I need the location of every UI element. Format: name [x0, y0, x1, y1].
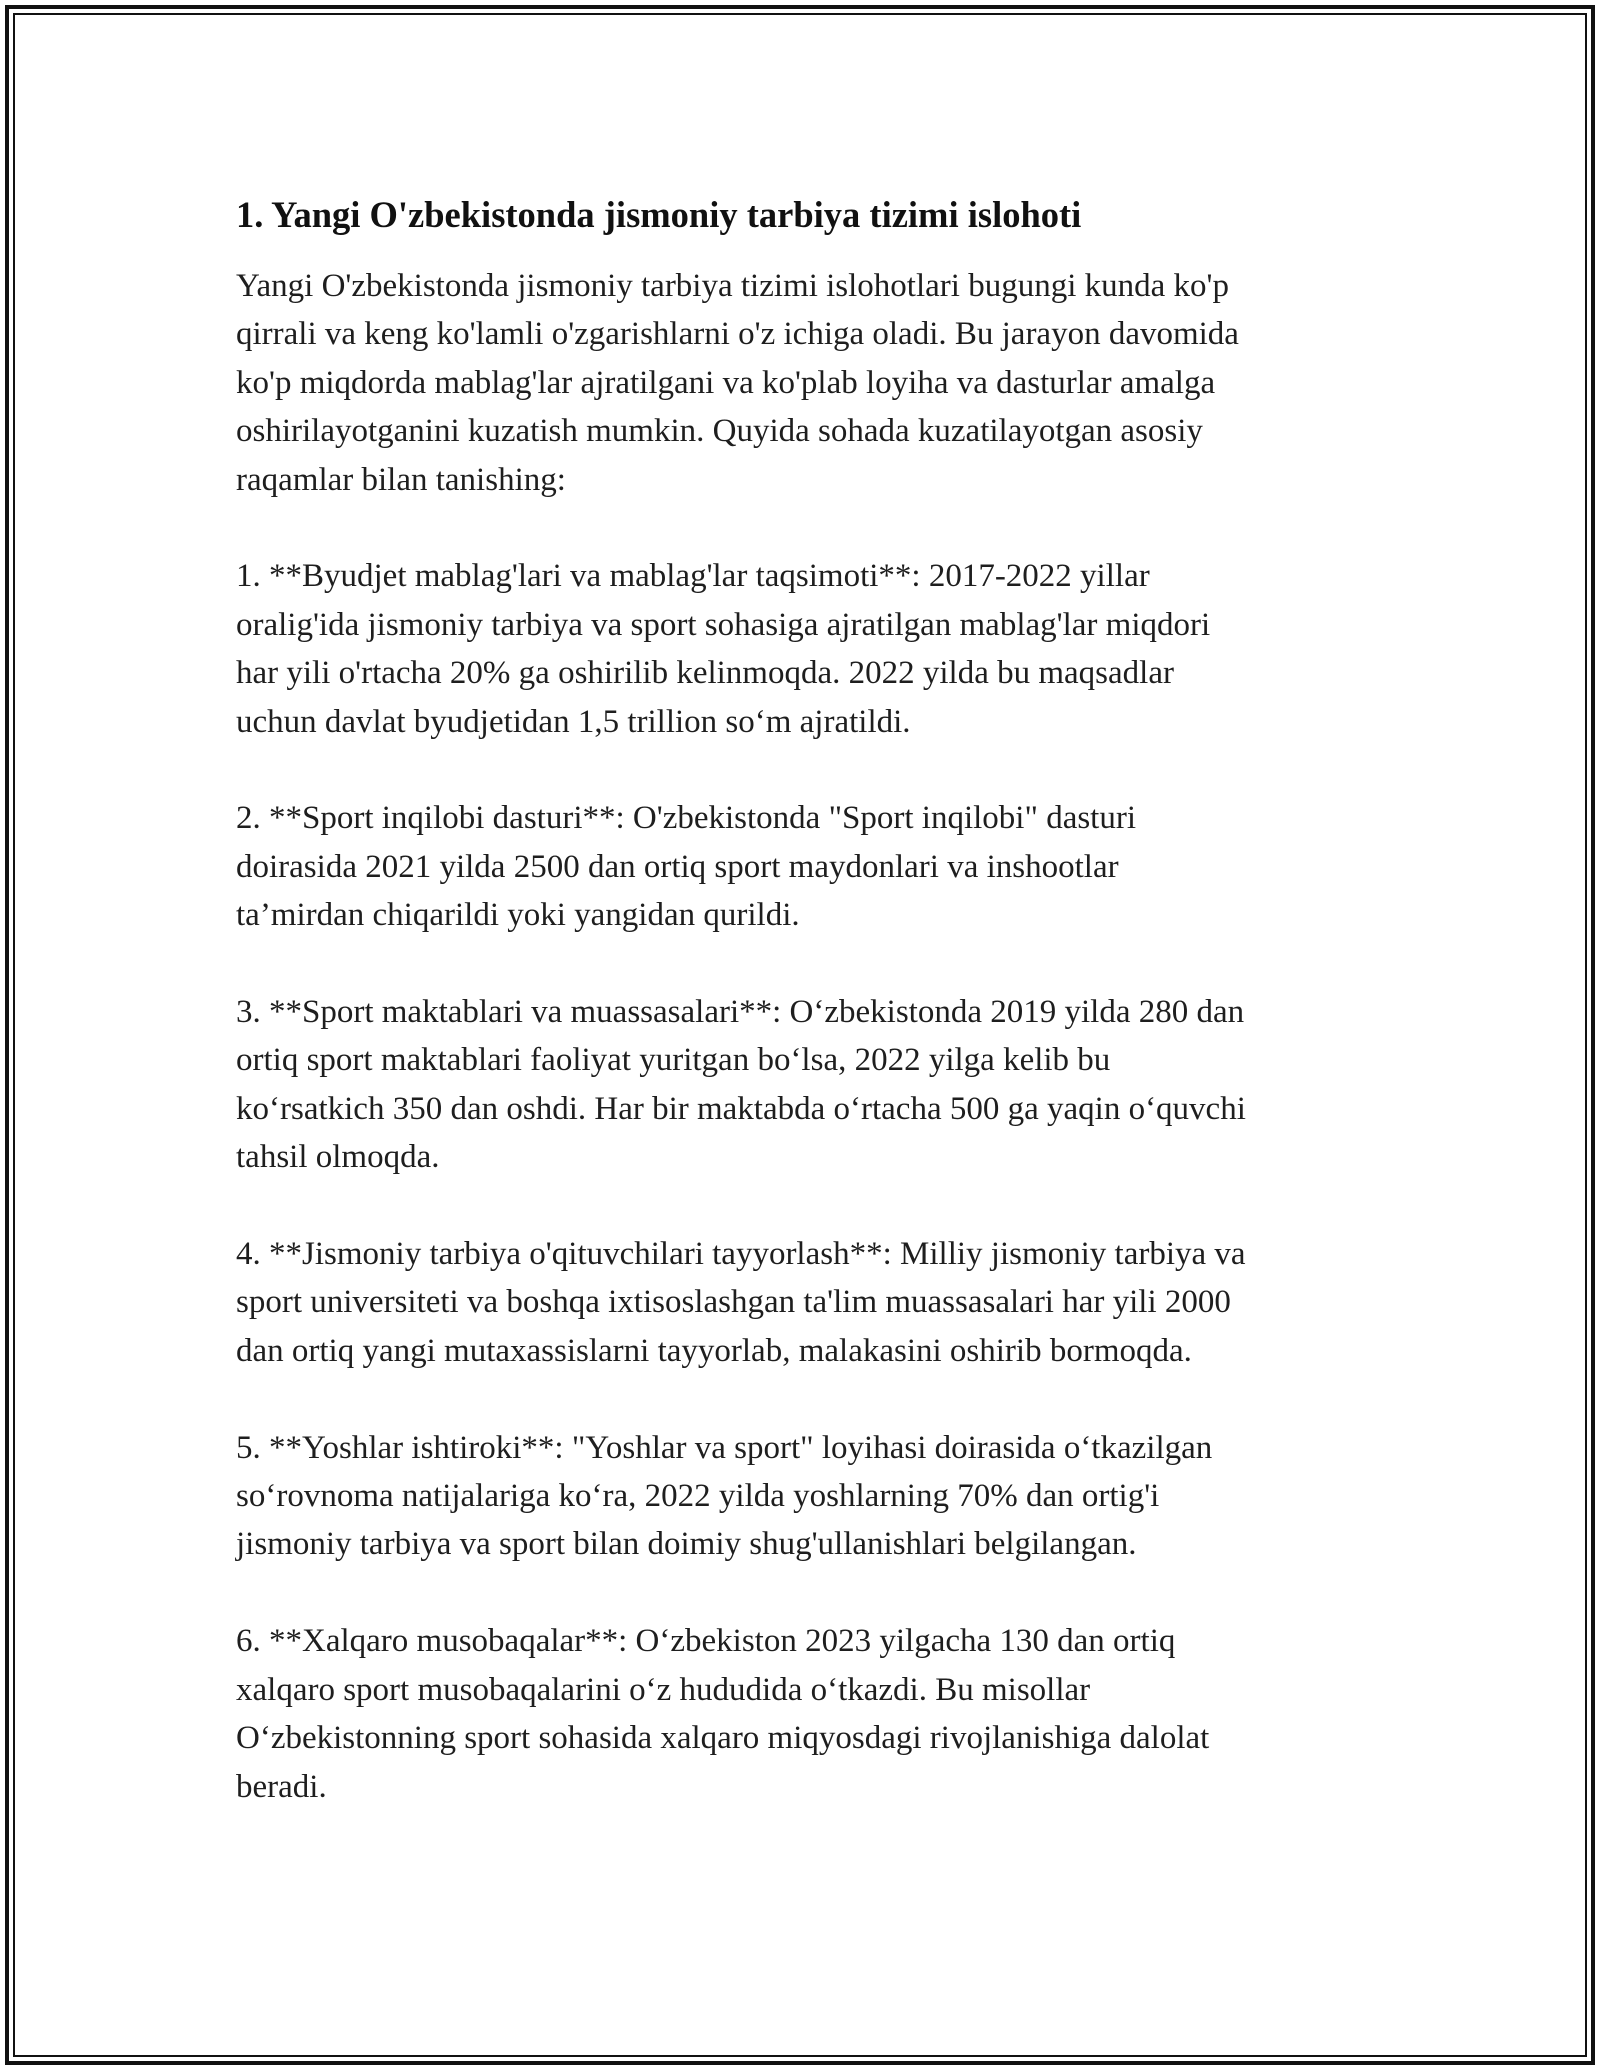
document-body [236, 186, 1386, 1811]
statistics-list [236, 552, 1386, 1810]
list-item-sport-revolution: 2. **Sport inqilobi dasturi**: O'zbekistonda "Sport inqilobi" dasturi doirasida 2021 yilda 2500 dan ortiq sport maydonlari va inshootlar ta’mirdan chiqarildi yoki yangidan qurildi. [236, 800, 1137, 934]
list-item-budget: 1. **Byudjet mablag'lari va mablag'lar taqsimoti**: 2017-2022 yillar oralig'ida jismoniy tarbiya va sport sohasiga ajratilgan mablag'lar miqdori har yili o'rtacha 20% ga oshirilib kelinmoqda. 2022 yilda bu maqsadlar uchun davlat byudjetidan 1,5 trillion so‘m ajratildi. [236, 558, 1211, 740]
list-item-international-competitions: 6. **Xalqaro musobaqalar**: O‘zbekiston 2023 yilgacha 130 dan ortiq xalqaro sport musobaqalarini o‘z hududida o‘tkazdi. Bu misollar O‘zbekistonning sport sohasida xalqaro miqyosdagi rivojlanishiga dalolat beradi. [236, 1623, 1210, 1805]
intro-paragraph: Yangi O'zbekistonda jismoniy tarbiya tizimi islohotlari bugungi kunda ko'p qirrali va keng ko'lamli o'zgarishlarni o'z ichiga oladi. Bu jarayon davomida ko'p miqdorda mablag'lar ajratilgani va ko'plab loyiha va dasturlar amalga oshirilayotganini kuzatish mumkin. Quyida sohada kuzatilayotgan asosiy raqamlar bilan tanishing: [236, 268, 1239, 498]
section-heading: 1. Yangi O'zbekistonda jismoniy tarbiya tizimi islohoti [236, 194, 1082, 235]
list-item-youth-participation: 5. **Yoshlar ishtiroki**: "Yoshlar va sport" loyihasi doirasida o‘tkazilgan so‘rovnoma natijalariga ko‘ra, 2022 yilda yoshlarning 70% dan ortig'i jismoniy tarbiya va sport bilan doimiy shug'ullanishlari belgilangan. [236, 1429, 1213, 1563]
list-item-teacher-training: 4. **Jismoniy tarbiya o'qituvchilari tayyorlash**: Milliy jismoniy tarbiya va sport universiteti va boshqa ixtisoslashgan ta'lim muassasalari har yili 2000 dan ortiq yangi mutaxassislarni tayyorlab, malakasini oshirib bormoqda. [236, 1236, 1246, 1369]
list-item-sport-schools: 3. **Sport maktablari va muassasalari**: O‘zbekistonda 2019 yilda 280 dan ortiq sport maktablari faoliyat yuritgan bo‘lsa, 2022 yilga kelib bu ko‘rsatkich 350 dan oshdi. Har bir maktabda o‘rtacha 500 ga yaqin o‘quvchi tahsil olmoqda. [236, 994, 1246, 1176]
